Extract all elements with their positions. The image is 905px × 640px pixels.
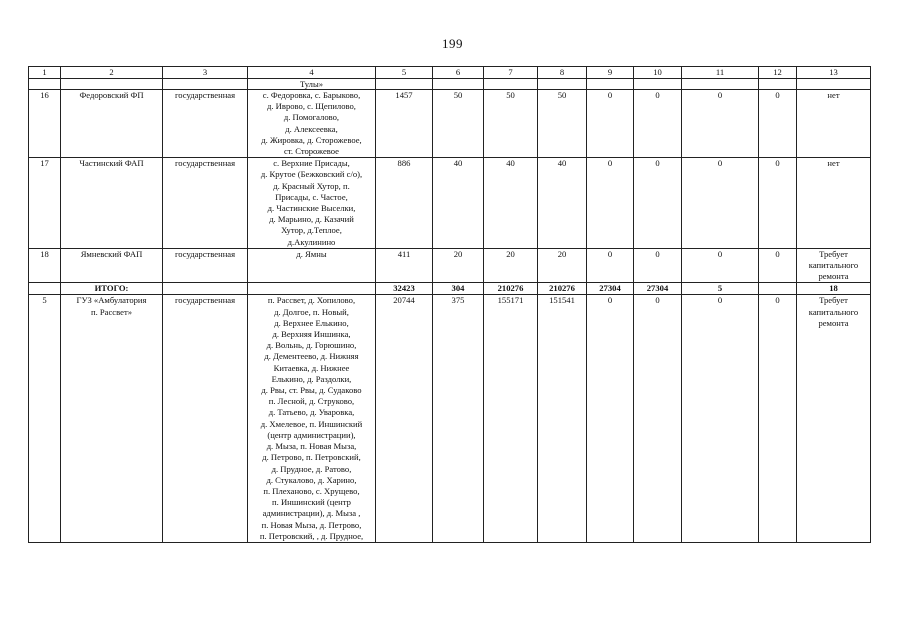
- total-value: 32423: [376, 283, 433, 295]
- column-header: 12: [759, 67, 797, 79]
- row-number: 16: [29, 90, 61, 158]
- column-header: 8: [538, 67, 587, 79]
- table-row: [29, 295, 871, 542]
- column-header: 3: [163, 67, 248, 79]
- value-cell: 0: [759, 90, 797, 158]
- row-number: 17: [29, 158, 61, 249]
- value-cell: 0: [682, 90, 759, 158]
- facilities-table: [28, 66, 871, 543]
- served-settlements: с. Федоровка, с. Барыково, д. Иврово, с. Щепилово, д. Помогалово, д. Алексеевка, д. Жировка, д. Сторожевое, ст. Сторожевое: [248, 90, 376, 158]
- value-cell: 50: [433, 90, 484, 158]
- ownership-type: государственная: [163, 295, 248, 542]
- total-value: 27304: [587, 283, 634, 295]
- column-header: 13: [797, 67, 871, 79]
- value-cell: 20744: [376, 295, 433, 542]
- ownership-type: государственная: [163, 158, 248, 249]
- repair-status: Требует капитального ремонта: [797, 295, 871, 542]
- column-number-row: [29, 67, 871, 79]
- value-cell: 0: [682, 248, 759, 283]
- column-header: 11: [682, 67, 759, 79]
- repair-status: нет: [797, 158, 871, 249]
- value-cell: 0: [587, 90, 634, 158]
- value-cell: 0: [587, 158, 634, 249]
- total-label: ИТОГО:: [61, 283, 163, 295]
- column-header: 6: [433, 67, 484, 79]
- value-cell: 0: [634, 158, 682, 249]
- value-cell: 411: [376, 248, 433, 283]
- column-header: 1: [29, 67, 61, 79]
- value-cell: 0: [682, 158, 759, 249]
- total-value: [759, 283, 797, 295]
- table-row: [29, 90, 871, 158]
- value-cell: 50: [538, 90, 587, 158]
- value-cell: 0: [634, 248, 682, 283]
- continuation-text: Тулы»: [248, 79, 376, 90]
- table-row: [29, 158, 871, 249]
- table-row: [29, 248, 871, 283]
- value-cell: 0: [682, 295, 759, 542]
- total-value: 304: [433, 283, 484, 295]
- value-cell: 375: [433, 295, 484, 542]
- row-number: 18: [29, 248, 61, 283]
- value-cell: 155171: [484, 295, 538, 542]
- value-cell: 20: [484, 248, 538, 283]
- value-cell: 886: [376, 158, 433, 249]
- repair-status: Требует капитального ремонта: [797, 248, 871, 283]
- served-settlements: д. Ямны: [248, 248, 376, 283]
- value-cell: 0: [587, 248, 634, 283]
- facility-name: Федоровский ФП: [61, 90, 163, 158]
- facility-name: ГУЗ «Амбулатория п. Рассвет»: [61, 295, 163, 542]
- column-header: 10: [634, 67, 682, 79]
- column-header: 2: [61, 67, 163, 79]
- value-cell: 0: [587, 295, 634, 542]
- value-cell: 0: [759, 295, 797, 542]
- served-settlements: с. Верхние Присады, д. Крутое (Бежковский с/о), д. Красный Хутор, п. Присады, с. Частое, д. Частинские Выселки, д. Марьино, д. Казачий Хутор, д.Теплое, д.Акулинино: [248, 158, 376, 249]
- facility-name: Ямневский ФАП: [61, 248, 163, 283]
- value-cell: 40: [538, 158, 587, 249]
- served-settlements: п. Рассвет, д. Хопилово, д. Долгое, п. Новый, д. Верхнее Елькино, д. Верхняя Иншинка, д. Вольнь, д. Горюшино, д. Дементеево, д. Нижняя Китаевка, д. Нижнее Елькино, д. Раздолки, д. Рвы, ст. Рвы, д. Судаково п. Лесной, д. Струково, д. Татьево, д. Уваровка, д. Хмелевое, п. Иншинский (центр администрации), д. Мыза, п. Новая Мыза, д. Петрово, п. Петровский, д. Прудное, д. Ратово, д. Стукалово, д. Харино, п. Плеханово, с. Хрущево, п. Иншинский (центр администрации), д. Мыза , п. Новая Мыза, д. Петрово, п. Петровский, , д. Прудное,: [248, 295, 376, 542]
- value-cell: 0: [759, 158, 797, 249]
- column-header: 7: [484, 67, 538, 79]
- value-cell: 0: [759, 248, 797, 283]
- value-cell: 151541: [538, 295, 587, 542]
- value-cell: 20: [538, 248, 587, 283]
- total-value: 210276: [484, 283, 538, 295]
- value-cell: 1457: [376, 90, 433, 158]
- value-cell: 50: [484, 90, 538, 158]
- ownership-type: государственная: [163, 90, 248, 158]
- total-row: [29, 283, 871, 295]
- value-cell: 0: [634, 295, 682, 542]
- facility-name: Частинский ФАП: [61, 158, 163, 249]
- column-header: 9: [587, 67, 634, 79]
- repair-status: нет: [797, 90, 871, 158]
- column-header: 4: [248, 67, 376, 79]
- ownership-type: государственная: [163, 248, 248, 283]
- value-cell: 0: [634, 90, 682, 158]
- total-value: 5: [682, 283, 759, 295]
- total-value: 18: [797, 283, 871, 295]
- page-number: 199: [442, 36, 463, 51]
- total-value: 210276: [538, 283, 587, 295]
- value-cell: 40: [433, 158, 484, 249]
- continuation-row: [29, 79, 871, 90]
- column-header: 5: [376, 67, 433, 79]
- row-number: 5: [29, 295, 61, 542]
- value-cell: 40: [484, 158, 538, 249]
- total-value: 27304: [634, 283, 682, 295]
- value-cell: 20: [433, 248, 484, 283]
